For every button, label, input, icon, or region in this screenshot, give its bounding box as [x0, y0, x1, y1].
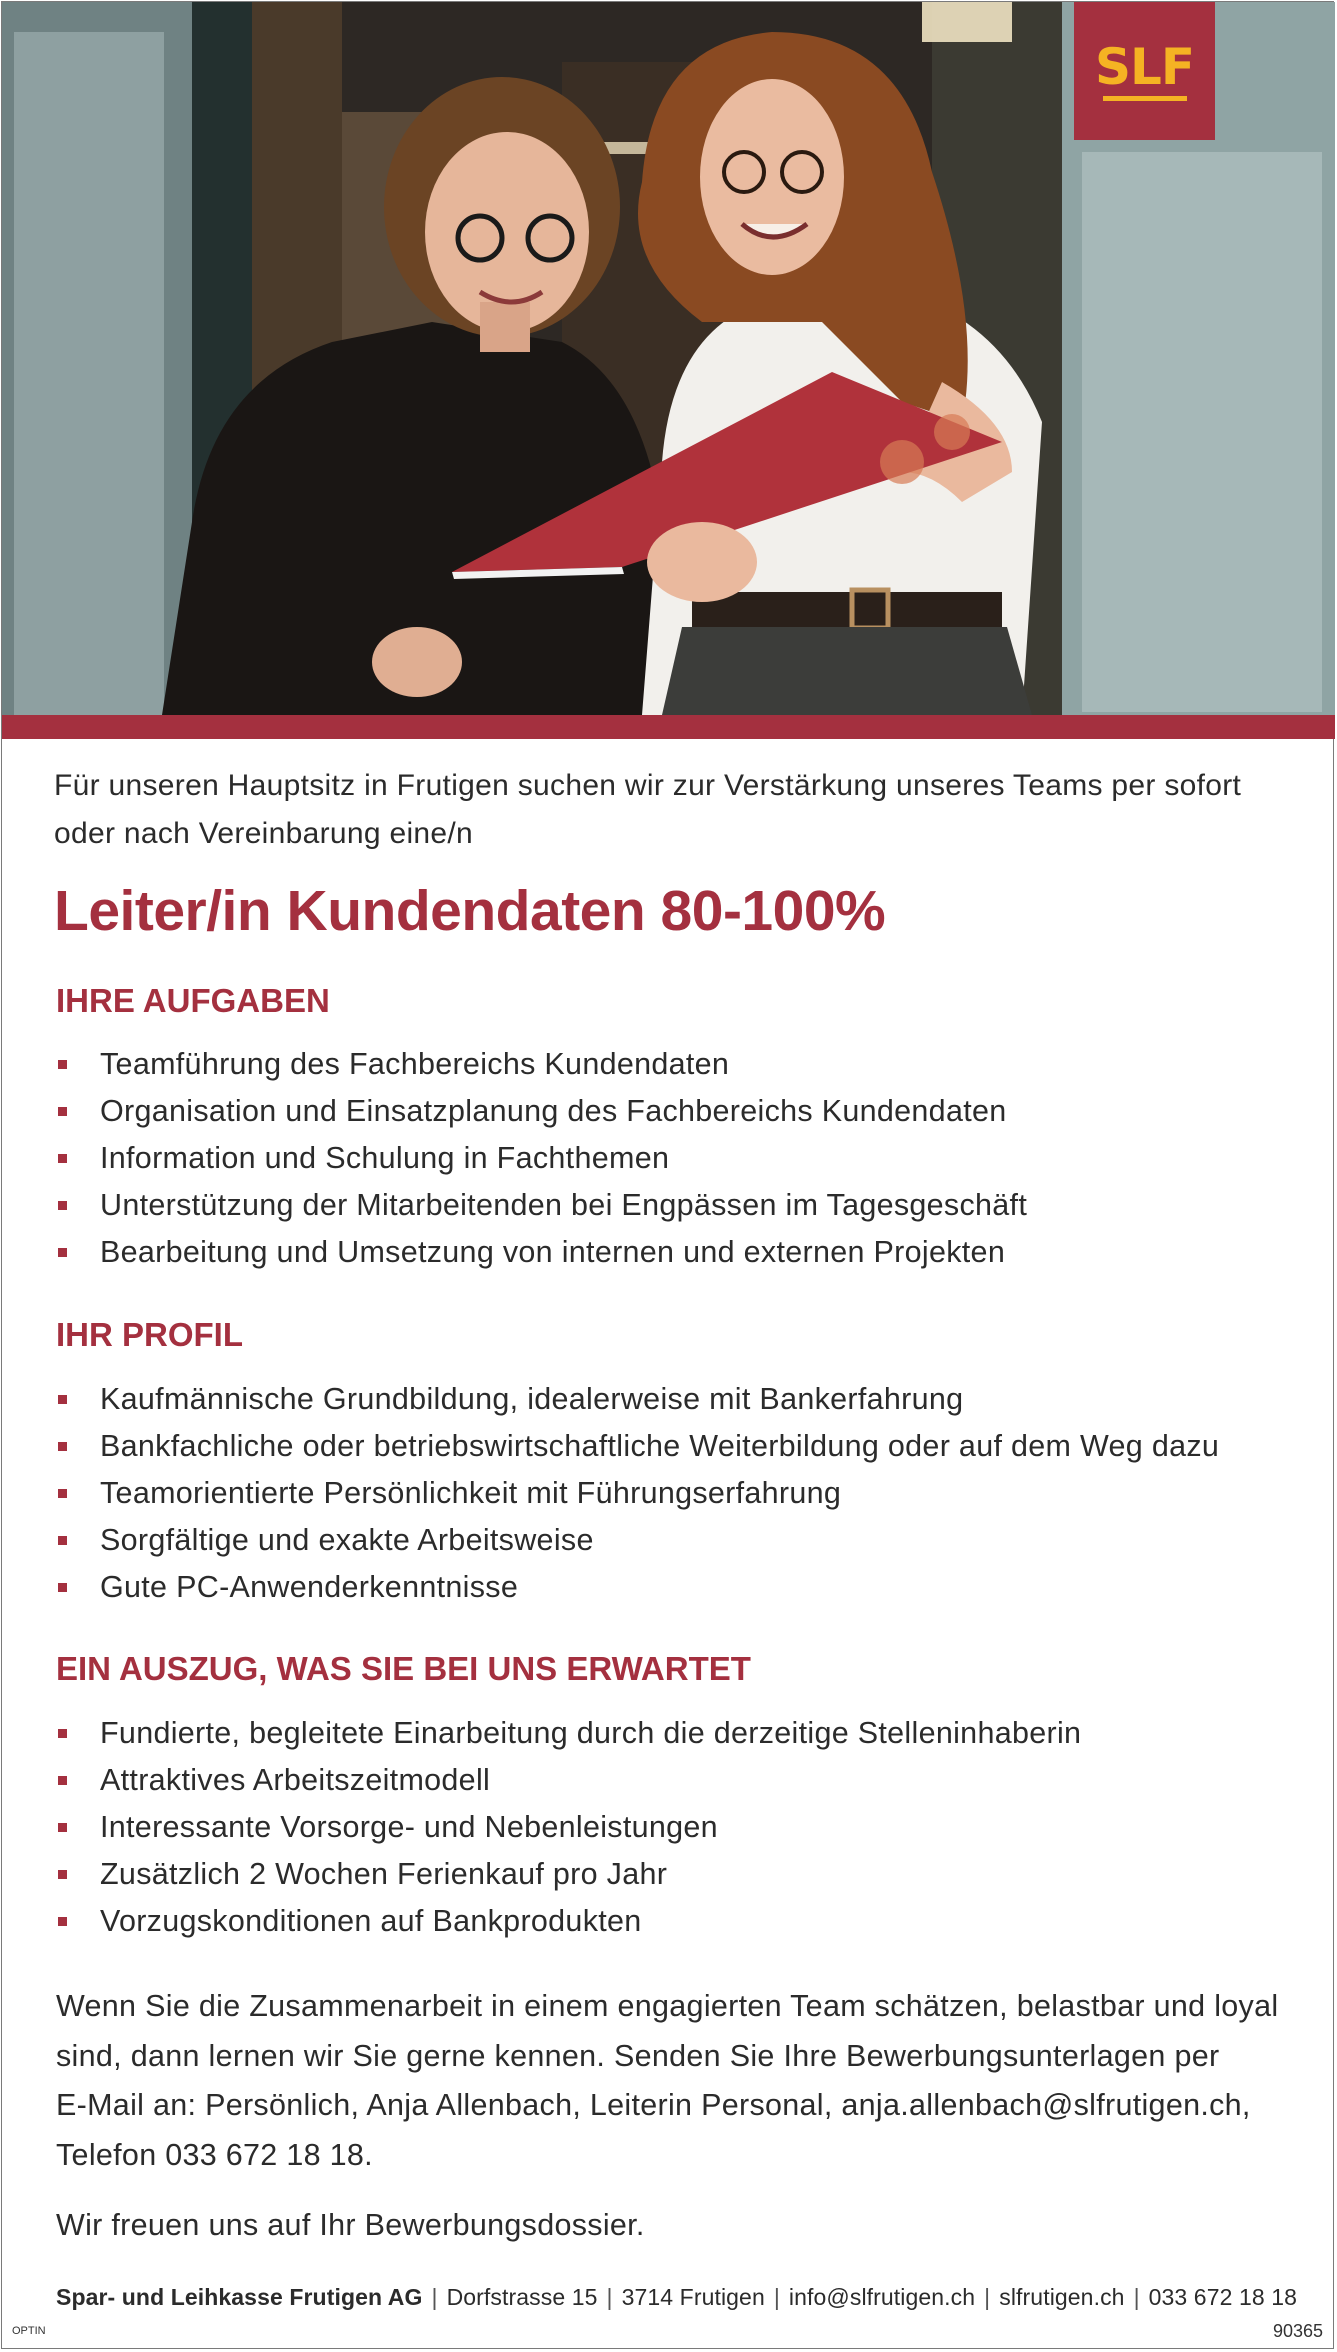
footer-address: Dorfstrasse 15: [446, 2284, 598, 2310]
red-divider-band: [2, 715, 1335, 739]
footer-city: 3714 Frutigen: [621, 2284, 765, 2310]
section-title-aufgaben: IHRE AUFGABEN: [56, 982, 330, 1019]
bullet-square-icon: [58, 1823, 67, 1832]
footer-contact: Spar- und Leihkasse Frutigen AG | Dorfstrasse 15 | 3714 Frutigen | info@slfrutigen.ch | slfrutigen.ch | 033 672 18 18: [56, 2284, 1298, 2310]
list-item: Interessante Vorsorge- und Nebenleistungen: [56, 1804, 1296, 1851]
list-item: Teamführung des Fachbereichs Kundendaten: [56, 1041, 1296, 1088]
logo-text: SLF: [1094, 37, 1195, 96]
bullet-square-icon: [58, 1442, 67, 1451]
bullet-square-icon: [58, 1776, 67, 1785]
bullet-square-icon: [58, 1154, 67, 1163]
ad-code: 90365: [1272, 2321, 1323, 2341]
section-title-profil: IHR PROFIL: [56, 1316, 243, 1353]
list-item: Zusätzlich 2 Wochen Ferienkauf pro Jahr: [56, 1851, 1296, 1898]
bullet-square-icon: [58, 1395, 67, 1404]
list-item: Fundierte, begleitete Einarbeitung durch die derzeitige Stelleninhaberin: [56, 1710, 1296, 1757]
footer-phone: 033 672 18 18: [1148, 2284, 1298, 2310]
job-title: Leiter/in Kundendaten 80-100%: [54, 879, 886, 943]
footer-web-link[interactable]: slfrutigen.ch: [999, 2284, 1125, 2310]
closing-line: sind, dann lernen wir Sie gerne kennen. Senden Sie Ihre Bewerbungsunterlagen per: [56, 2038, 1220, 2073]
closing-paragraph: [56, 1982, 1286, 2180]
logo-underline: [1103, 96, 1187, 101]
bullet-square-icon: [58, 1583, 67, 1592]
slf-logo: [1074, 2, 1215, 140]
list-erwartet: [56, 1710, 1296, 1945]
list-item: Organisation und Einsatzplanung des Fachbereichs Kundendaten: [56, 1088, 1296, 1135]
list-item: Teamorientierte Persönlichkeit mit Führungserfahrung: [56, 1470, 1296, 1517]
intro-text: Für unseren Hauptsitz in Frutigen suchen wir zur Verstärkung unseres Teams per sofort oder nach Vereinbarung eine/n: [54, 769, 1242, 850]
closing-line: Telefon 033 672 18 18.: [56, 2137, 373, 2172]
list-item: Kaufmännische Grundbildung, idealerweise mit Bankerfahrung: [56, 1376, 1296, 1423]
bullet-square-icon: [58, 1201, 67, 1210]
closing-line: Wenn Sie die Zusammenarbeit in einem engagierten Team schätzen, belastbar und loyal: [56, 1989, 1279, 2023]
thanks-line: Wir freuen uns auf Ihr Bewerbungsdossier.: [56, 2208, 645, 2242]
list-item: Bankfachliche oder betriebswirtschaftliche Weiterbildung oder auf dem Weg dazu: [56, 1423, 1296, 1470]
list-item: Unterstützung der Mitarbeitenden bei Engpässen im Tagesgeschäft: [56, 1182, 1296, 1229]
bullet-square-icon: [58, 1248, 67, 1257]
list-item: Sorgfältige und exakte Arbeitsweise: [56, 1517, 1296, 1564]
bullet-square-icon: [58, 1917, 67, 1926]
list-item: Information und Schulung in Fachthemen: [56, 1135, 1296, 1182]
footer-company: Spar- und Leihkasse Frutigen AG: [56, 2284, 423, 2310]
bullet-square-icon: [58, 1107, 67, 1116]
list-item: Vorzugskonditionen auf Bankprodukten: [56, 1898, 1296, 1945]
bullet-square-icon: [58, 1870, 67, 1879]
list-item: Gute PC-Anwenderkenntnisse: [56, 1564, 1296, 1611]
section-title-erwartet: EIN AUSZUG, WAS SIE BEI UNS ERWARTET: [56, 1650, 751, 1687]
optin-label: OPTIN: [12, 2325, 46, 2337]
list-profil: [56, 1376, 1296, 1611]
bullet-square-icon: [58, 1060, 67, 1069]
list-item: Attraktives Arbeitszeitmodell: [56, 1757, 1296, 1804]
footer-email-link[interactable]: info@slfrutigen.ch: [788, 2284, 976, 2310]
list-item: Bearbeitung und Umsetzung von internen und externen Projekten: [56, 1229, 1296, 1276]
bullet-square-icon: [58, 1729, 67, 1738]
bullet-square-icon: [58, 1536, 67, 1545]
list-aufgaben: [56, 1041, 1296, 1276]
closing-line: E-Mail an: Persönlich, Anja Allenbach, Leiterin Personal, anja.allenbach@slfrutigen.ch,: [56, 2088, 1251, 2122]
bullet-square-icon: [58, 1489, 67, 1498]
